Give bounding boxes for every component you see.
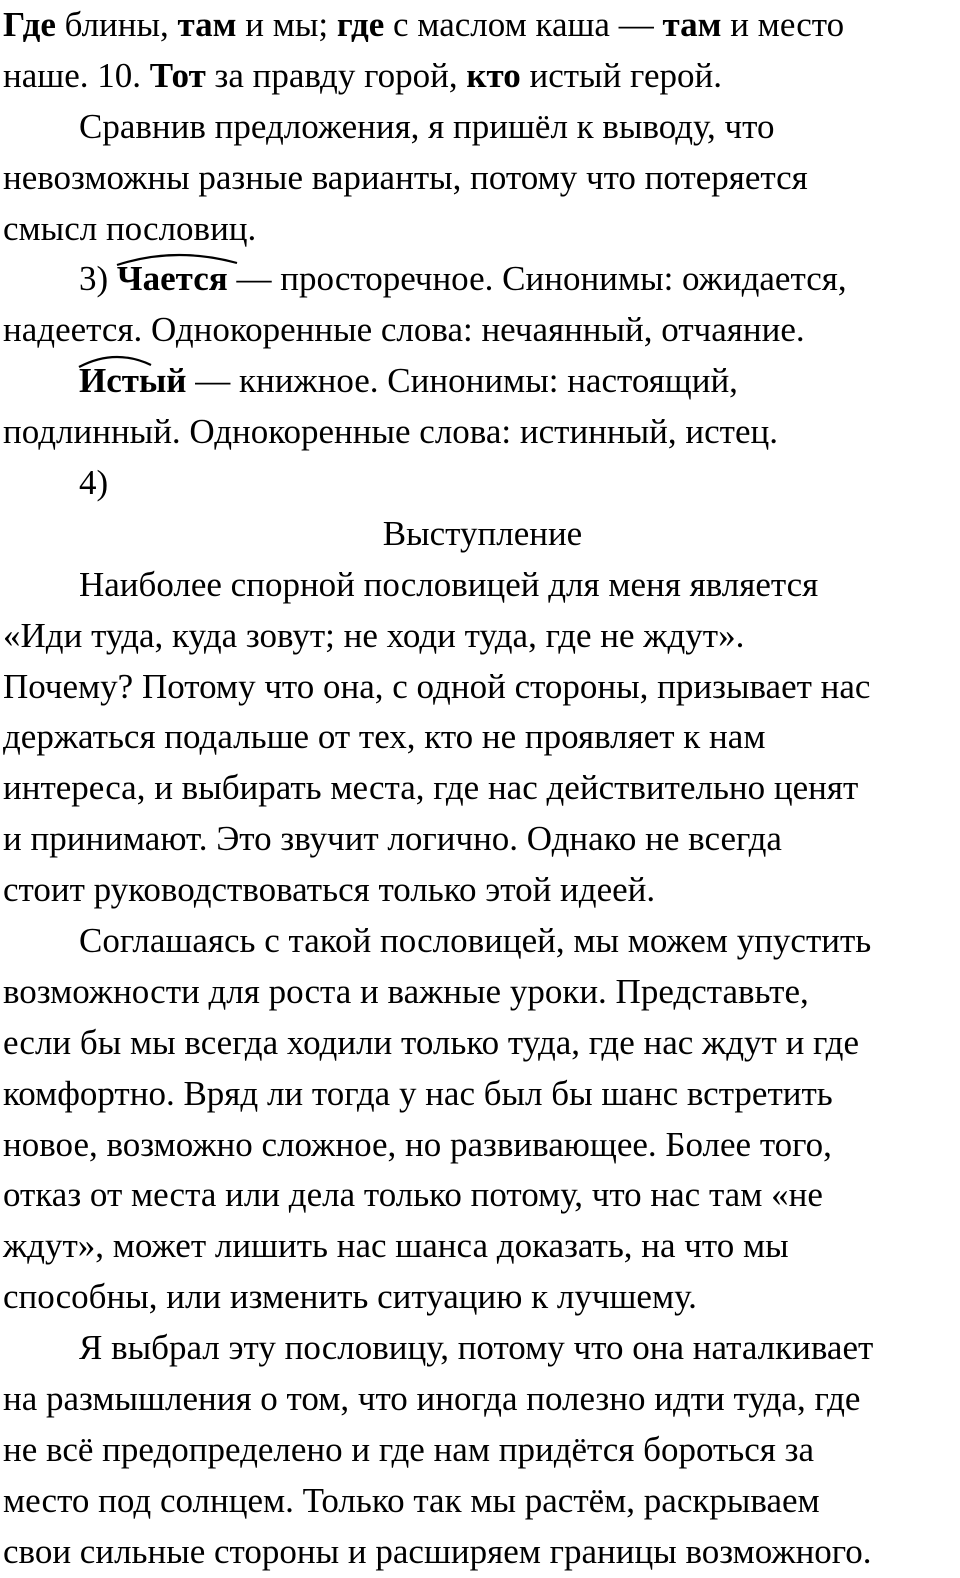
text-fragment: за правду горой, <box>205 55 467 95</box>
bold-text-fragment: Тот <box>149 55 206 95</box>
bold-text-fragment: там <box>662 5 722 44</box>
text-fragment: и место <box>721 5 845 44</box>
text-line: возможности для роста и важные уроки. Представьте, <box>3 971 809 1011</box>
text-line: и принимают. Это звучит логично. Однако не всегда <box>3 819 782 859</box>
bold-text-fragment: где <box>336 5 385 44</box>
text-line: надеется. Однокоренные слова: нечаянный, отчаяние. <box>3 310 805 350</box>
item-number: 3) <box>79 259 117 299</box>
text-line: интереса, и выбирать места, где нас действительно ценят <box>3 768 859 808</box>
text-line: комфортно. Вряд ли тогда у нас был бы шанс встретить <box>3 1073 833 1113</box>
text-line <box>3 51 956 102</box>
text-line: «Иди туда, куда зовут; не ходи туда, где не ждут». <box>3 615 745 655</box>
text-fragment: — просторечное. Синонимы: ожидается, <box>227 259 847 299</box>
text-line: Соглашаясь с такой пословицей, мы можем упустить <box>79 921 872 961</box>
text-line: способны, или изменить ситуацию к лучшему. <box>3 1277 697 1317</box>
text-line <box>3 356 956 407</box>
root-arc-mark <box>115 252 245 266</box>
text-line: если бы мы всегда ходили только туда, где нас ждут и где <box>3 1022 860 1062</box>
text-line: ждут», может лишить нас шанса доказать, на что мы <box>3 1226 789 1266</box>
text-line: Почему? Потому что она, с одной стороны, призывает нас <box>3 666 871 706</box>
text-fragment: блины, <box>55 5 178 44</box>
text-fragment: с маслом каша — <box>384 5 663 44</box>
text-line: не всё предопределено и где нам придётся бороться за <box>3 1429 814 1469</box>
text-fragment: и мы; <box>236 5 337 44</box>
text-line: Сравнив предложения, я пришёл к выводу, что <box>79 106 775 146</box>
text-line: Наиболее спорной пословицей для меня является <box>79 564 819 604</box>
paragraph <box>3 1323 956 1577</box>
bold-text-fragment: кто <box>466 55 521 95</box>
text-line: подлинный. Однокоренные слова: истинный, истец. <box>3 412 778 452</box>
text-line: новое, возможно сложное, но развивающее. Более того, <box>3 1124 832 1164</box>
text-line: стоит руководствоваться только этой идеей. <box>3 870 656 910</box>
text-line <box>3 0 956 51</box>
bold-text-fragment: Где <box>3 5 56 44</box>
text-line: Я выбрал эту пословицу, потому что она наталкивает <box>79 1328 874 1368</box>
text-fragment: истый герой. <box>520 55 722 95</box>
bold-text-fragment: там <box>177 5 237 44</box>
text-line: держаться подальше от тех, кто не проявляет к нам <box>3 717 766 757</box>
marked-word-text: Истый <box>79 361 187 401</box>
text-fragment: — книжное. Синонимы: настоящий, <box>186 361 738 401</box>
text-line: отказ от места или дела только потому, что нас там «не <box>3 1175 823 1215</box>
section-heading: Выступление <box>382 513 583 553</box>
root-marked-word <box>117 254 228 305</box>
item-number: 4) <box>79 463 109 503</box>
marked-word-text: Чается <box>116 259 228 299</box>
text-line <box>3 254 956 305</box>
text-line: свои сильные стороны и расширяем границы возможного. <box>3 1531 872 1571</box>
text-line: невозможны разные варианты, потому что потеряется <box>3 157 808 197</box>
text-line: смысл пословиц. <box>3 208 257 248</box>
text-line: на размышления о том, что иногда полезно идти туда, где <box>3 1379 861 1419</box>
paragraph <box>3 916 956 1323</box>
root-marked-word <box>79 356 186 407</box>
root-arc-mark <box>77 354 157 368</box>
text-line: место под солнцем. Только так мы растём, раскрываем <box>3 1480 820 1520</box>
paragraph <box>3 560 956 916</box>
text-fragment: наше. 10. <box>3 55 150 95</box>
